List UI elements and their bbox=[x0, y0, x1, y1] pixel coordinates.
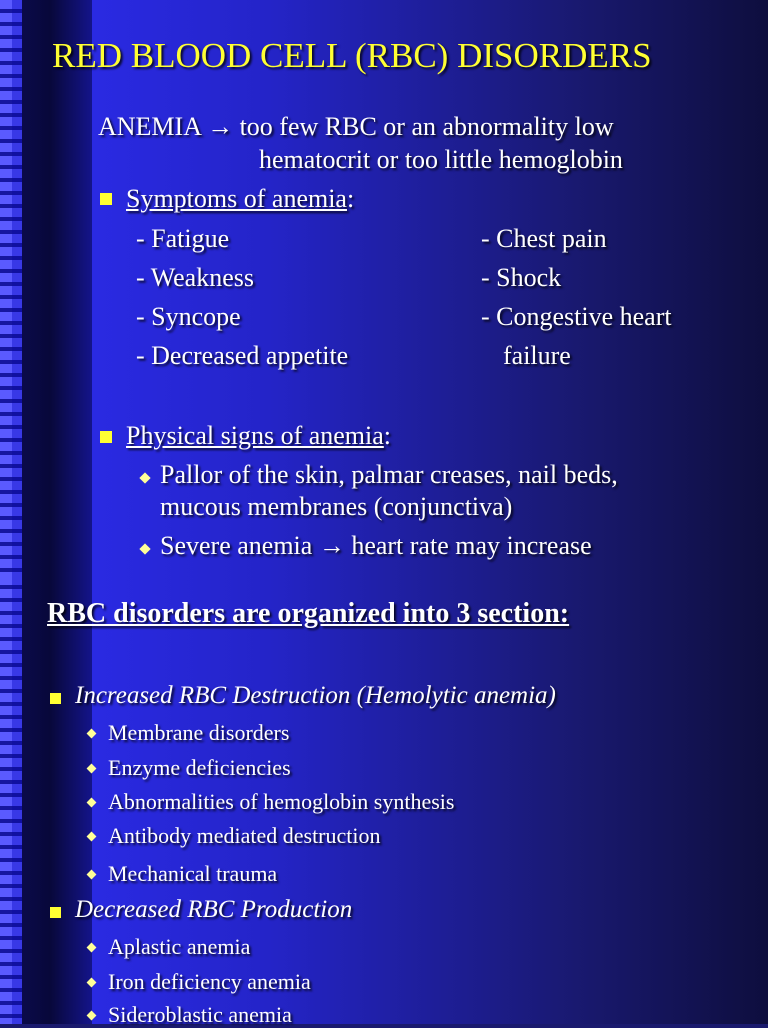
decorative-strip bbox=[12, 0, 22, 576]
section-item: Membrane disorders bbox=[108, 720, 290, 745]
symptoms-heading-colon: : bbox=[346, 184, 355, 213]
section-label: Increased RBC Destruction (Hemolytic anemia) bbox=[75, 682, 556, 709]
decorative-strip bbox=[0, 576, 12, 1024]
symptom-left: - Decreased appetite bbox=[136, 341, 349, 370]
sign-item-continuation: mucous membranes (conjunctiva) bbox=[160, 492, 513, 521]
section-item: Iron deficiency anemia bbox=[108, 969, 311, 994]
anemia-definition-line1 bbox=[98, 112, 614, 142]
square-bullet-icon bbox=[50, 907, 61, 918]
square-bullet-icon bbox=[100, 193, 112, 205]
diamond-bullet-icon bbox=[139, 543, 150, 554]
symptom-right: - Shock bbox=[481, 263, 562, 292]
signs-heading-label: Physical signs of anemia bbox=[126, 421, 384, 450]
diamond-bullet-icon bbox=[139, 472, 150, 483]
section-item: Mechanical trauma bbox=[108, 861, 278, 886]
sections-heading: RBC disorders are organized into 3 section: bbox=[47, 598, 570, 629]
sign-item bbox=[160, 531, 592, 561]
sign-item-text: heart rate may increase bbox=[351, 531, 592, 560]
section-item: Abnormalities of hemoglobin synthesis bbox=[108, 789, 455, 814]
symptom-right: failure bbox=[503, 341, 571, 370]
symptoms-heading bbox=[126, 184, 354, 214]
arrow-icon: → bbox=[207, 112, 234, 141]
sign-item: Pallor of the skin, palmar creases, nail beds, bbox=[160, 460, 618, 489]
decorative-strip bbox=[12, 576, 22, 1024]
section-item: Sideroblastic anemia bbox=[108, 1002, 292, 1027]
slide-title: RED BLOOD CELL (RBC) DISORDERS bbox=[52, 36, 652, 75]
symptom-right: - Chest pain bbox=[481, 224, 607, 253]
symptom-right: - Congestive heart bbox=[481, 302, 672, 331]
anemia-definition-text: too few RBC or an abnormality low bbox=[239, 112, 614, 141]
section-item: Aplastic anemia bbox=[108, 934, 251, 959]
section-label: Decreased RBC Production bbox=[75, 896, 353, 923]
symptoms-heading-label: Symptoms of anemia bbox=[126, 184, 347, 213]
signs-heading bbox=[126, 421, 391, 451]
decorative-strip bbox=[22, 576, 92, 1024]
square-bullet-icon bbox=[100, 431, 112, 443]
anemia-term: ANEMIA bbox=[98, 112, 201, 141]
decorative-strip bbox=[22, 0, 92, 576]
symptom-left: - Syncope bbox=[136, 302, 241, 331]
arrow-icon: → bbox=[318, 531, 345, 560]
signs-heading-colon: : bbox=[383, 421, 392, 450]
symptom-left: - Weakness bbox=[136, 263, 255, 292]
square-bullet-icon bbox=[50, 693, 61, 704]
section-item: Antibody mediated destruction bbox=[108, 823, 381, 848]
anemia-definition-line2: hematocrit or too little hemoglobin bbox=[259, 145, 623, 174]
sign-item-text: Severe anemia bbox=[160, 531, 313, 560]
symptom-left: - Fatigue bbox=[136, 224, 230, 253]
decorative-strip bbox=[0, 0, 12, 576]
section-item: Enzyme deficiencies bbox=[108, 755, 291, 780]
